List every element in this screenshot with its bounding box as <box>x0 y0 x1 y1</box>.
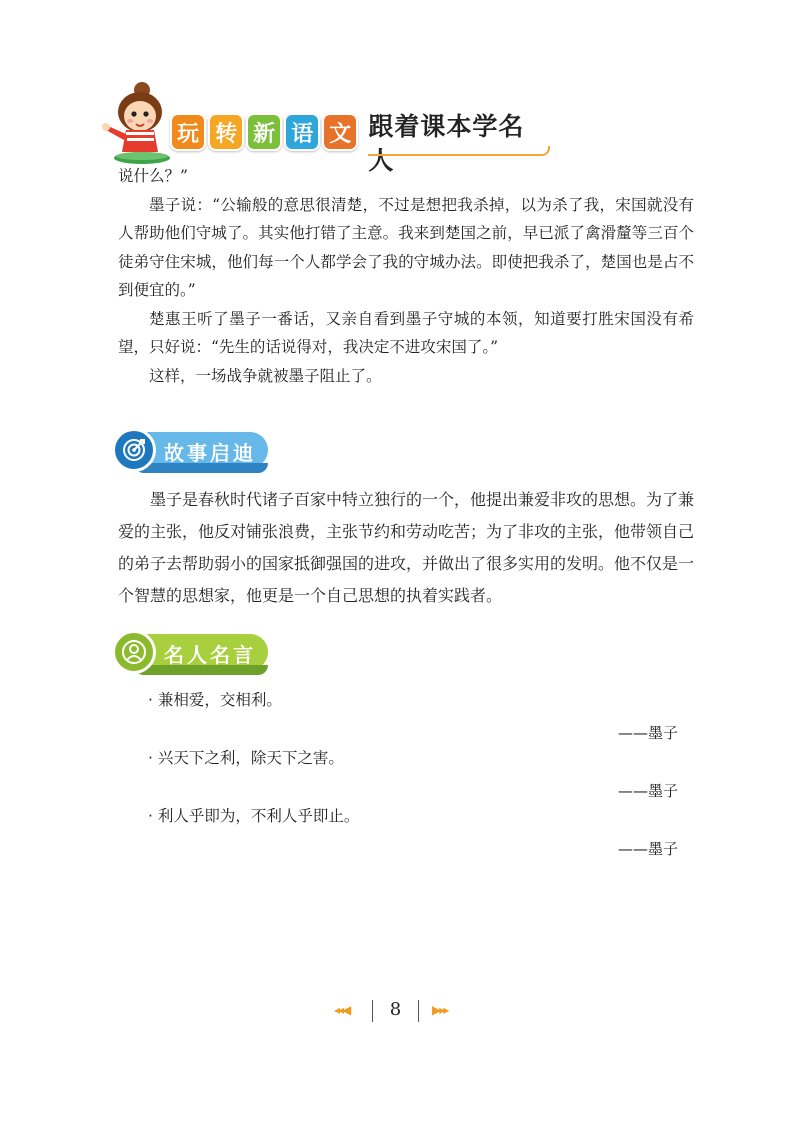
quotes-section-header <box>112 630 272 674</box>
section-title: 名人名言 <box>164 643 256 667</box>
story-paragraph: 墨子说：“公输般的意思很清楚，不过是想把我杀掉，以为杀了我，宋国就没有人帮助他们守城了。其实他打错了主意。我来到楚国之前，早已派了禽滑釐等三百个徒弟守住宋城，他们每一个人都学会了我的守城办法。即使把我杀了，楚国也是占不到便宜的。” <box>118 195 694 299</box>
subtitle-underline <box>368 146 550 156</box>
brand-logo-char: 玩 <box>170 113 206 151</box>
quote-item <box>148 746 678 804</box>
target-icon <box>112 428 156 472</box>
brand-row <box>170 110 540 175</box>
brand-logo-char: 新 <box>246 113 282 151</box>
quote-author: ——墨子 <box>617 782 678 800</box>
divider <box>418 1000 419 1022</box>
quote-text: · 兴天下之利，除天下之害。 <box>148 749 344 767</box>
header-subtitle: 跟着课本学名人 <box>368 112 525 175</box>
brand-logo-char: 转 <box>208 113 244 151</box>
quotes-list <box>148 688 678 862</box>
story-paragraph: 楚惠王听了墨子一番话，又亲自看到墨子守城的本领，知道要打胜宋国没有希望，只好说：“先生的话说得对，我决定不进攻宋国了。” <box>118 309 694 356</box>
insight-text <box>118 484 694 612</box>
insight-paragraph: 墨子是春秋时代诸子百家中特立独行的一个，他提出兼爱非攻的思想。为了兼爱的主张，他反对铺张浪费，主张节约和劳动吃苦；为了非攻的主张，他带领自己的弟子去帮助弱小的国家抵御强国的进攻，并做出了很多实用的发明。他不仅是一个智慧的思想家，他更是一个自己思想的执着实践者。 <box>118 490 695 605</box>
header-subtitle-wrap <box>368 110 540 175</box>
prev-page-arrow-icon[interactable]: ◂◂◀ <box>334 1003 350 1017</box>
story-paragraph: 这样，一场战争就被墨子阻止了。 <box>149 366 382 385</box>
brand-logo-char: 语 <box>284 113 320 151</box>
page-footer <box>0 996 800 1026</box>
next-page-arrow-icon[interactable]: ▶▸▸ <box>432 1003 448 1017</box>
quote-text: · 兼相爱，交相利。 <box>148 691 282 709</box>
brand-logo-char: 文 <box>322 113 358 151</box>
section-title: 故事启迪 <box>164 441 256 465</box>
quote-item <box>148 688 678 746</box>
story-text <box>118 162 694 390</box>
quote-text: · 利人乎即为，不利人乎即止。 <box>148 807 360 825</box>
person-icon <box>112 630 156 674</box>
quote-item <box>148 804 678 862</box>
header-banner <box>100 80 540 175</box>
story-paragraph: 说什么？” <box>118 167 188 185</box>
quote-author: ——墨子 <box>617 724 678 742</box>
insight-section-header <box>112 428 272 472</box>
quote-author: ——墨子 <box>617 840 678 858</box>
page-number: 8 <box>389 999 402 1020</box>
